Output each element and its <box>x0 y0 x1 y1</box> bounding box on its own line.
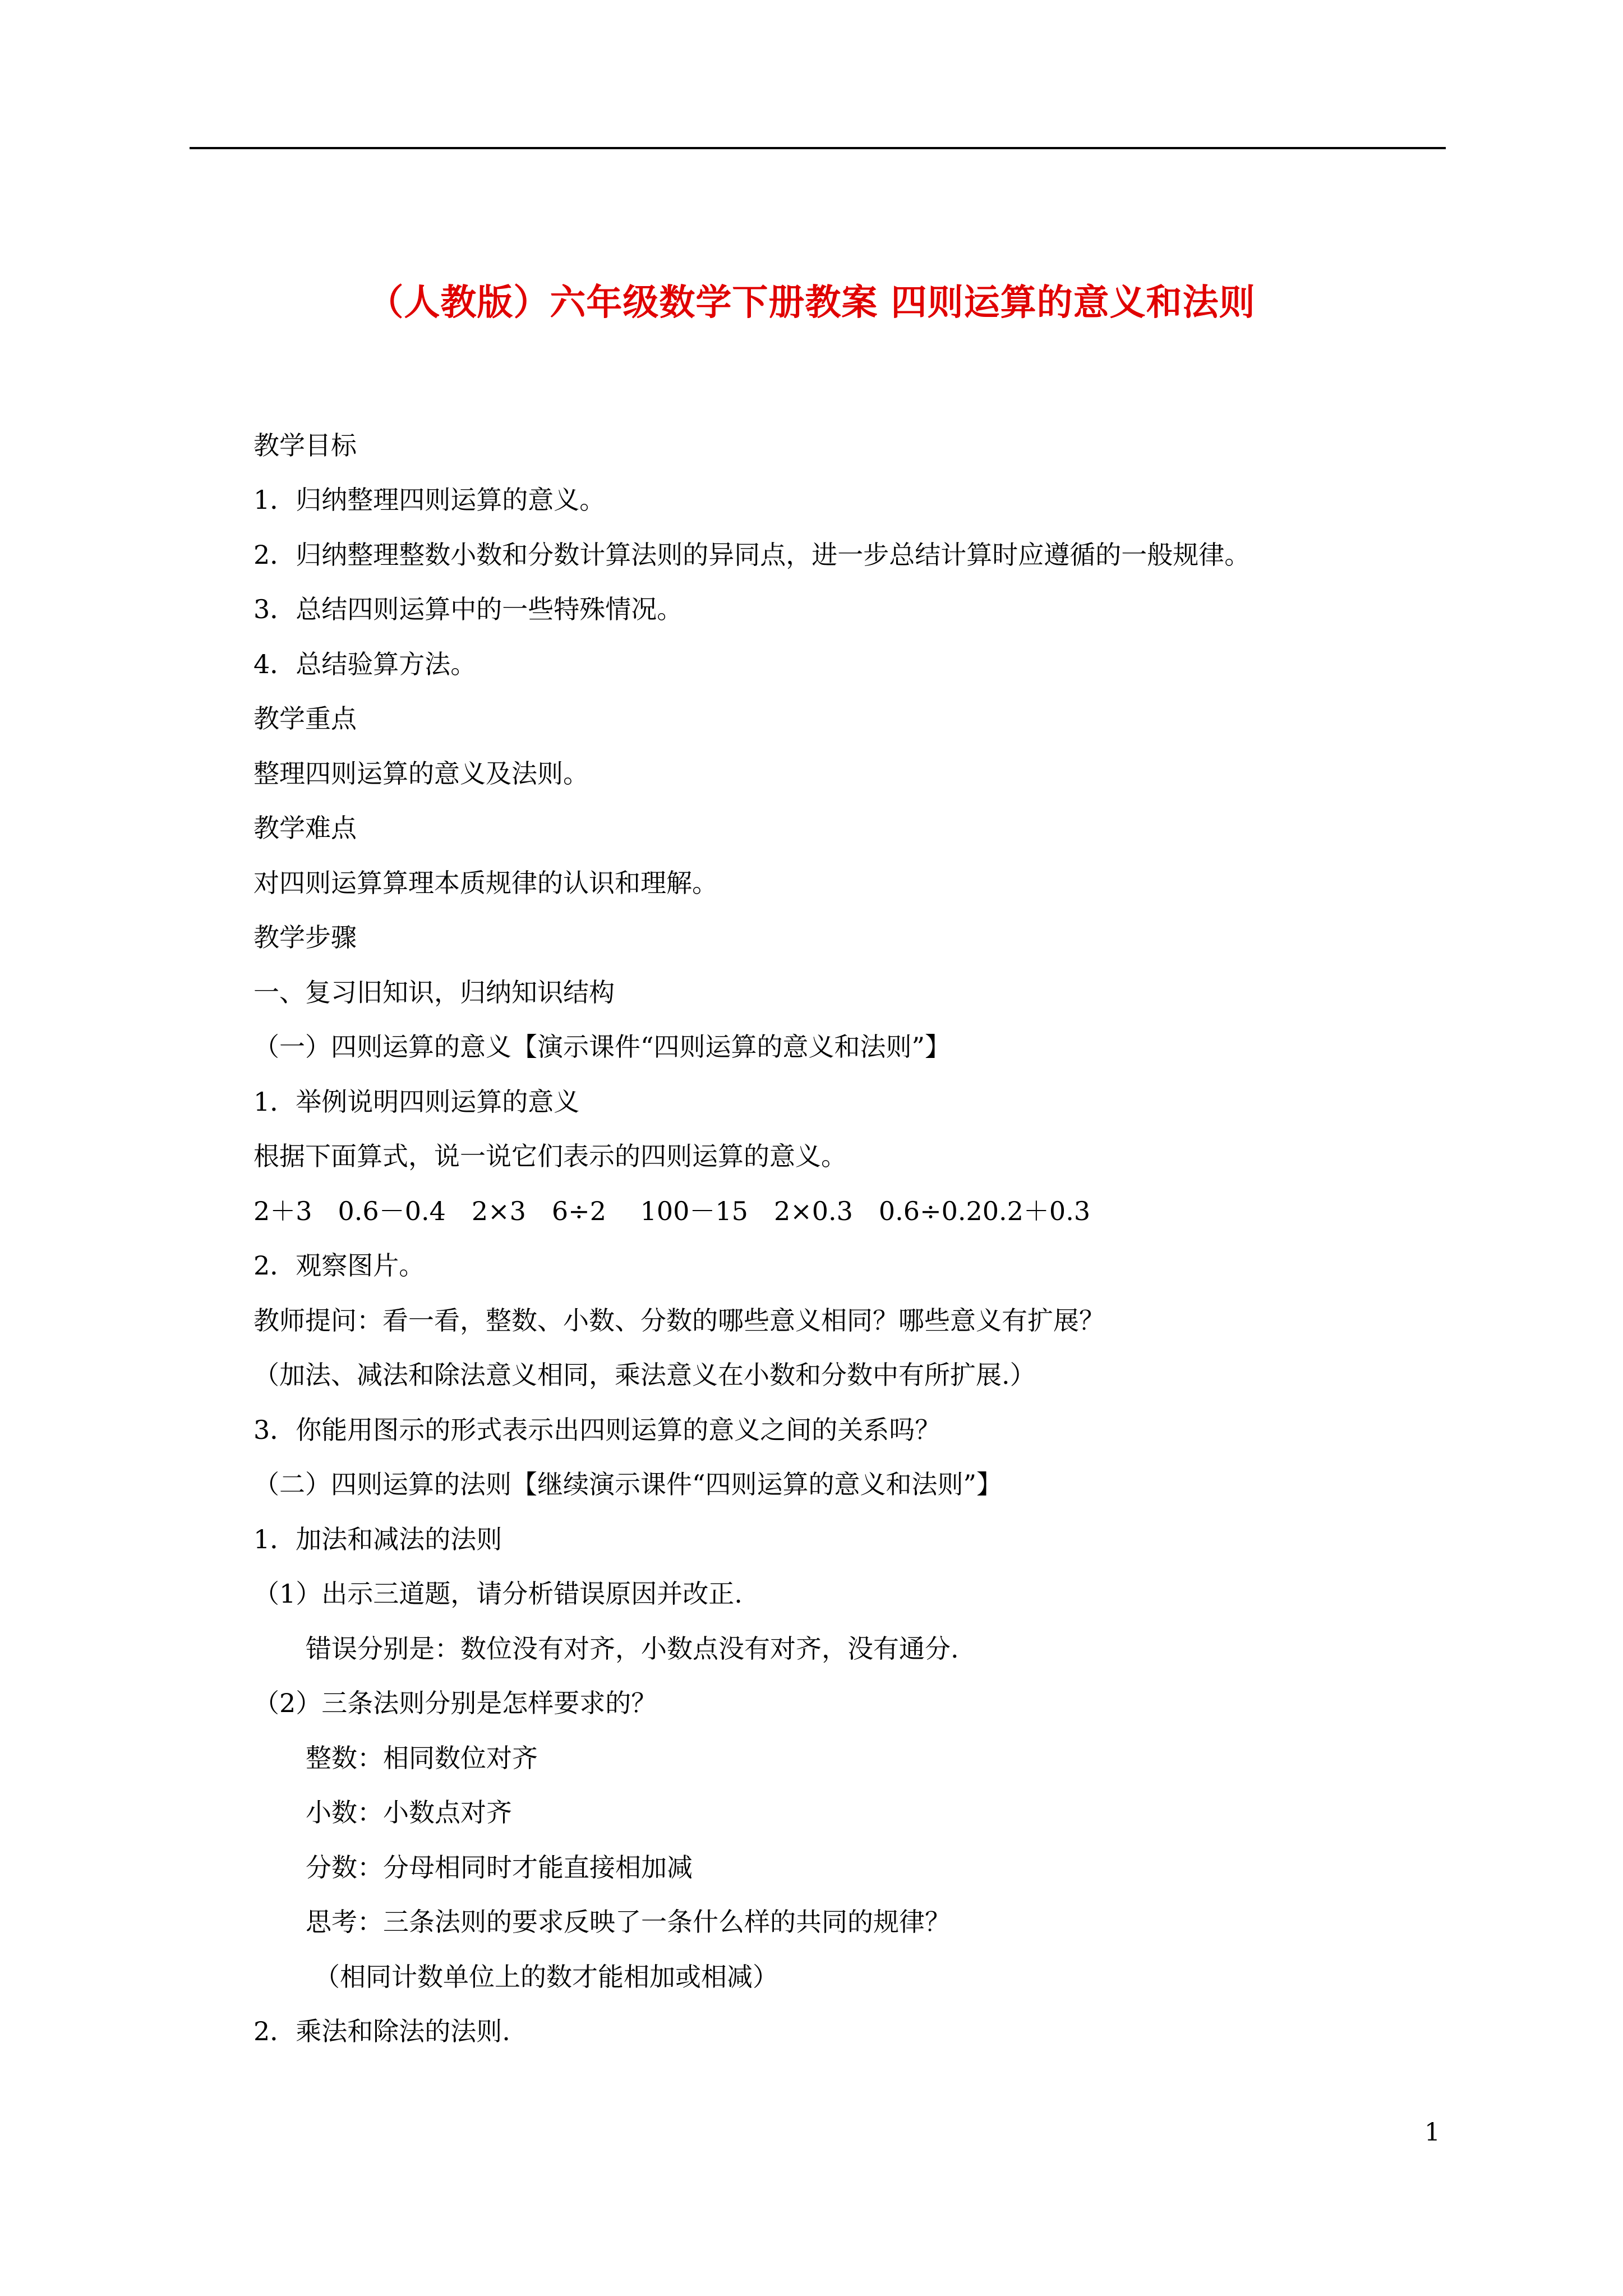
text-line: 教学难点 <box>253 813 357 843</box>
text-line: 2．观察图片。 <box>253 1250 425 1281</box>
text-line: （1）出示三道题，请分析错误原因并改正. <box>253 1579 743 1609</box>
text-line: 对四则运算算理本质规律的认识和理解。 <box>253 868 718 898</box>
document-title: （人教版）六年级数学下册教案 四则运算的意义和法则 <box>367 282 1256 324</box>
text-line: 4．总结验算方法。 <box>253 649 477 679</box>
text-line: 分数：分母相同时才能直接相加减 <box>306 1852 693 1883</box>
page-number: 1 <box>1424 2118 1440 2147</box>
header-rule <box>190 147 1446 149</box>
text-line: 教学步骤 <box>253 922 357 953</box>
text-line: 2＋3 0.6－0.4 2×3 6÷2 100－15 2×0.3 0.6÷0.20.2＋0.3 <box>253 1196 1091 1226</box>
text-line: 3．总结四则运算中的一些特殊情况。 <box>253 594 683 624</box>
text-line: （2）三条法则分别是怎样要求的？ <box>253 1688 657 1718</box>
text-line: （加法、减法和除法意义相同，乘法意义在小数和分数中有所扩展.） <box>253 1360 1036 1390</box>
text-line: （相同计数单位上的数才能相加或相减） <box>314 1962 778 1992</box>
text-line: （二）四则运算的法则【继续演示课件“四则运算的意义和法则”】 <box>253 1469 1003 1499</box>
text-line: 教学目标 <box>253 430 357 461</box>
text-line: 错误分别是：数位没有对齐，小数点没有对齐，没有通分. <box>306 1634 959 1664</box>
text-line: 一、复习旧知识，归纳知识结构 <box>253 977 615 1007</box>
text-line: （一）四则运算的意义【演示课件“四则运算的意义和法则”】 <box>253 1032 951 1062</box>
text-line: 1．归纳整理四则运算的意义。 <box>253 485 606 515</box>
text-line: 1．加法和减法的法则 <box>253 1524 502 1554</box>
text-line: 教学重点 <box>253 703 357 734</box>
text-line: 整数：相同数位对齐 <box>306 1743 538 1773</box>
text-line: 小数：小数点对齐 <box>306 1797 512 1828</box>
text-line: 3．你能用图示的形式表示出四则运算的意义之间的关系吗？ <box>253 1415 941 1445</box>
text-line: 2．归纳整理整数小数和分数计算法则的异同点，进一步总结计算时应遵循的一般规律。 <box>253 540 1251 570</box>
text-line: 思考：三条法则的要求反映了一条什么样的共同的规律？ <box>306 1907 951 1937</box>
text-line: 1．举例说明四则运算的意义 <box>253 1087 580 1117</box>
text-line: 整理四则运算的意义及法则。 <box>253 758 589 789</box>
text-line: 教师提问：看一看，整数、小数、分数的哪些意义相同？哪些意义有扩展？ <box>253 1305 1105 1336</box>
text-line: 2．乘法和除法的法则. <box>253 2016 510 2046</box>
text-line: 根据下面算式，说一说它们表示的四则运算的意义。 <box>253 1141 847 1171</box>
